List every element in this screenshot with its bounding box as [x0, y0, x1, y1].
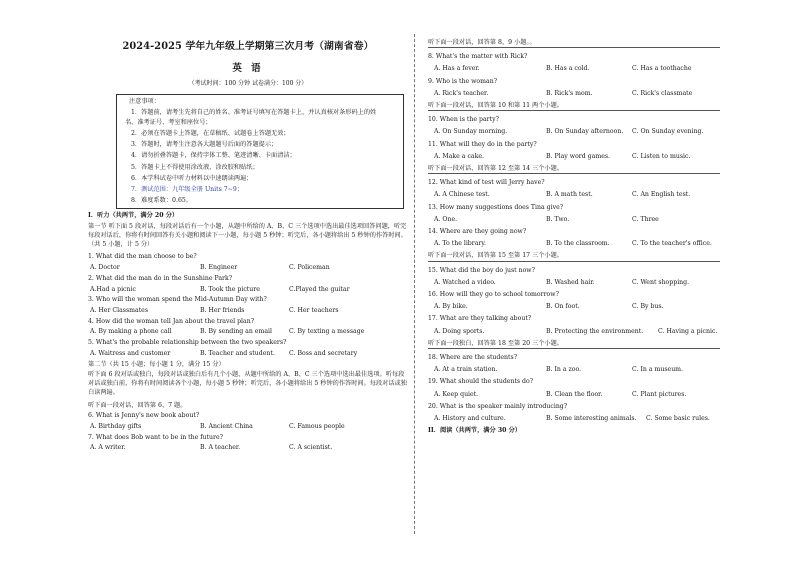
question-6: 6. What is Jenny's new book about?: [88, 412, 200, 420]
option-b: B. Clean the floor.: [546, 390, 603, 398]
option-c: C. By texting a message: [289, 328, 365, 336]
option-b: B. On Sunday afternoon.: [546, 128, 624, 136]
notice-item: 3．答题时，请考生注意各大题题号后面的答题提示；: [131, 141, 278, 149]
listen-prompt: 听下面一段对话，回答第 10 和第 11 两个小题。: [428, 103, 720, 111]
question-7-options: [90, 445, 408, 451]
option-b: B. Protecting the environment.: [546, 327, 644, 335]
notice-item: 5．答题卡上不得使用涂改液、涂改胶和贴纸；: [131, 163, 259, 171]
option-c: C. Some basic rules.: [646, 415, 710, 423]
option-a: A. A writer.: [90, 444, 126, 452]
question-5: 5. What's the probable relationship between the two speakers?: [88, 339, 287, 347]
question-1: 1. What did the man choose to be?: [88, 253, 197, 261]
option-b: B. Some interesting animals.: [546, 415, 637, 423]
option-b: B. Washed hair.: [546, 278, 595, 286]
option-b: B. Ancient China: [200, 423, 253, 431]
question-11-options: [434, 154, 720, 160]
option-b: B. On foot.: [546, 303, 580, 311]
option-b: B. Two.: [546, 215, 570, 223]
option-b: B. Engineer: [200, 264, 238, 272]
question-13: 13. How many suggestions does Tina give?: [428, 203, 564, 211]
option-c: C. By bus.: [632, 303, 664, 311]
question-16: 16. How will they go to school tomorrow?: [428, 291, 559, 299]
question-1-options: [90, 265, 408, 271]
section-reading-heading: II．阅读（共两节，满分 30 分）: [428, 427, 521, 435]
option-c: C. Her teachers: [289, 307, 339, 314]
option-c: C. Having a picnic.: [658, 327, 718, 335]
option-a: A. Waitress and customer: [90, 349, 171, 357]
option-b: B. Play word games.: [546, 152, 611, 160]
option-c: C. Three: [632, 215, 659, 223]
part2-heading: 第二节（共 15 小题；每小题 1 分，满分 15 分）: [88, 360, 225, 368]
question-4: 4. How did the woman tell Jan about the travel plan?: [88, 317, 255, 325]
question-20: 20. What is the speaker mainly introducing?: [428, 402, 568, 410]
option-c: C. Famous people: [289, 423, 345, 431]
option-c: C. Went shopping.: [632, 278, 690, 286]
question-13-options: [434, 217, 720, 223]
question-16-options: [434, 304, 720, 310]
option-a: A. Watched a video.: [434, 278, 496, 286]
question-8: 8. What's the matter with Rick?: [428, 53, 528, 61]
option-c: C. In a museum.: [632, 366, 684, 374]
option-b: B. Rick's mom.: [546, 89, 593, 97]
option-a: A. A Chinese test.: [434, 191, 490, 199]
option-a: A. Birthday gifts: [90, 423, 142, 431]
question-18: 18. Where are the students?: [428, 354, 518, 362]
question-12: 12. What kind of test will Jerry have?: [428, 179, 545, 187]
option-a: A. Has a fever.: [434, 65, 480, 73]
question-14-options: [434, 241, 720, 247]
listen-prompt: 听下面一段对话，回答第 8、9 小题。。: [428, 40, 720, 48]
option-c: C. Listen to music.: [632, 152, 691, 160]
option-b: B. Took the picture: [200, 285, 260, 293]
notice-item: 2．必须在答题卡上答题，在草稿纸、试题卷上答题无效；: [131, 129, 290, 137]
question-18-options: [434, 367, 720, 373]
right-column: [428, 36, 720, 435]
option-b: B. A math test.: [546, 191, 593, 199]
notice-item: 名、准考证号、考室和座位号；: [125, 118, 212, 126]
option-b: B. Teacher and student.: [200, 349, 275, 357]
question-6-options: [90, 424, 408, 430]
option-b: B. Her friends: [200, 307, 245, 314]
question-4-options: [90, 329, 408, 335]
option-c: C.Played the guitar: [289, 285, 350, 293]
question-9-options: [434, 91, 720, 97]
exam-title: 2024-2025 学年九年级上学期第三次月考（湖南省卷）: [122, 41, 374, 52]
option-a: A. Doing sports.: [434, 327, 485, 335]
question-10: 10. When is the party?: [428, 116, 499, 124]
section-listening-heading: I．听力（共两节，满分 20 分）: [88, 212, 179, 220]
question-10-options: [434, 129, 720, 135]
option-a: A. History and culture.: [434, 415, 506, 423]
question-15-options: [434, 280, 720, 286]
question-3-options: [90, 308, 408, 314]
option-c: C. To the teacher's office.: [632, 240, 712, 248]
question-5-options: [90, 351, 408, 357]
option-c: C. On Sunday evening.: [632, 128, 704, 136]
option-c: C. Boss and secretary: [289, 349, 358, 357]
question-12-options: [434, 192, 720, 198]
question-17: 17. What are they talking about?: [428, 315, 532, 323]
listen-prompt: 听下面一段独白，回答第 18 至第 20 三个小题。: [428, 341, 720, 349]
option-b: B. By sending an email: [200, 328, 272, 336]
question-9: 9. Who is the woman?: [428, 77, 498, 85]
option-a: A. By bike.: [434, 303, 468, 311]
question-19: 19. What should the students do?: [428, 378, 534, 386]
time-info: （考试时间：100 分钟 试卷满分：100 分）: [188, 80, 308, 88]
notice-box: [116, 94, 404, 209]
option-a: A. Keep quiet.: [434, 390, 479, 398]
listen-prompt: 听下面一段对话，回答第 15 至第 17 三个小题。: [428, 253, 720, 261]
listen-prompt: 听下面一段对话，回答第 6、7 题。: [88, 401, 187, 409]
part2-instructions: 听下面 6 段对话或独白，每段对话或独白后有几个小题，从题中所给的 A、B、C 三个选项中选出最佳选项。听每段对话或独白前，你将有时间阅读各个小题，每小题 5 秒钟；听完后，各小题将给出 5 秒钟的作答时间。每段对话或独白读两遍。: [88, 371, 407, 397]
option-a: A. On Sunday morning.: [434, 128, 508, 136]
notice-title: 注意事项：: [129, 98, 160, 106]
listen-prompt: 听下面一段对话，回答第 12 至第 14 三个小题。: [428, 166, 720, 174]
question-7: 7. What does Bob want to be in the future?: [88, 433, 223, 441]
option-c: C. Policeman: [289, 264, 330, 272]
notice-item: 8．难度系数：0.65。: [131, 197, 193, 205]
option-a: A. Her Classmates: [90, 307, 149, 314]
notice-item: 6．本学科试卷中听力材料以中速朗读两遍；: [131, 174, 253, 182]
question-19-options: [434, 392, 720, 398]
option-a: A. By making a phone call: [90, 328, 172, 336]
question-17-options: [434, 329, 720, 335]
option-a: A.Had a picnic: [90, 285, 136, 293]
question-14: 14. Where are they going now?: [428, 228, 527, 236]
option-a: A. To the library.: [434, 240, 487, 248]
option-a: A. Doctor: [90, 264, 120, 272]
question-2-options: [90, 287, 408, 293]
left-column: [88, 36, 408, 452]
question-2: 2. What did the man do in the Sunshine Park?: [88, 274, 233, 282]
question-8-options: [434, 66, 720, 72]
question-20-options: [434, 416, 720, 422]
option-b: B. In a zoo.: [546, 366, 582, 374]
option-a: A. Rick's teacher.: [434, 89, 489, 97]
column-divider: [414, 34, 415, 534]
option-c: C. A scientist.: [289, 444, 333, 452]
notice-item: 1．答题前，请考生先将自己的姓名、准考证号填写在答题卡上，并认真核对条形码上的姓: [131, 108, 377, 116]
notice-item-scope: 7．测试范围：九年级全册 Units 7~9；: [131, 185, 244, 193]
option-b: B. A teacher.: [200, 444, 241, 452]
option-a: A. At a train station.: [434, 366, 498, 374]
question-3: 3. Who will the woman spend the Mid-Autumn Day with?: [88, 296, 267, 304]
option-b: B. To the classroom.: [546, 240, 610, 248]
option-c: C. An English test.: [632, 191, 691, 199]
option-c: C. Rick's classmate: [632, 89, 693, 97]
option-a: A. Make a cake.: [434, 152, 484, 160]
option-c: C. Has a toothache: [632, 65, 692, 73]
notice-item: 4．请勿折叠答题卡，保持字体工整、笔迹清晰、卡面清洁；: [131, 152, 296, 160]
question-15: 15. What did the boy do just now?: [428, 266, 535, 274]
question-11: 11. What will they do in the party?: [428, 140, 537, 148]
option-b: B. Has a cold.: [546, 65, 590, 73]
option-a: A. One.: [434, 215, 458, 223]
option-c: C. Plant pictures.: [632, 390, 687, 398]
subject-title: 英 语: [232, 62, 264, 74]
part1-instructions: 第一节 听下面 5 段对话，每段对话后有一个小题，从题中所给的 A、B、C 三个选项中选出最佳选项回答问题，听完每段对话后，你将有时间回答有关小题和阅读下一小题，每小题 5 秒钟；听完后，各小题将给出 5 秒钟的作答时间。（共 5 小题，计 5 分）: [88, 223, 407, 248]
